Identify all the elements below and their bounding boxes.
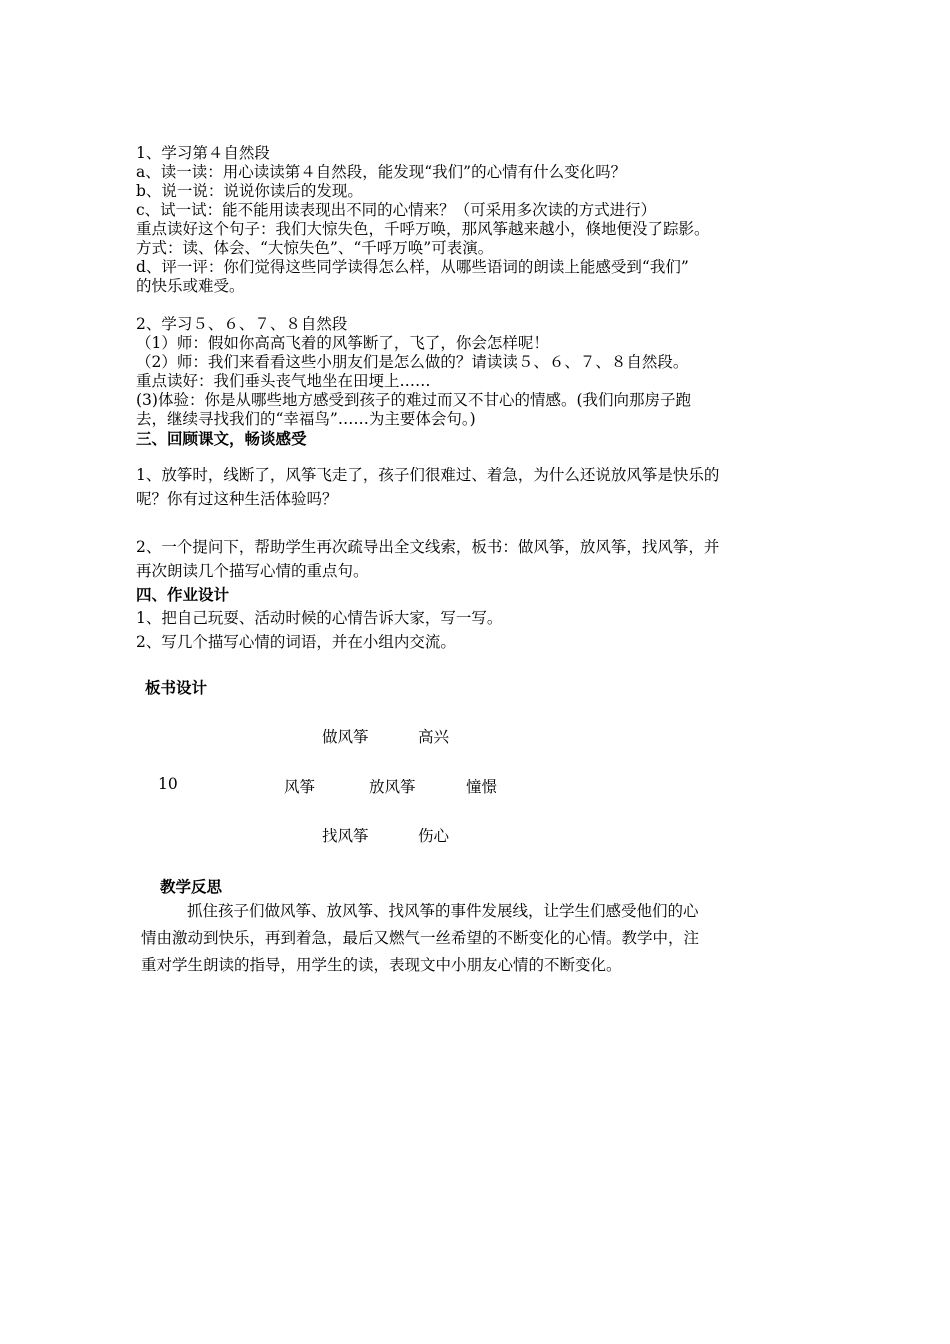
study-line: 重点读好这个句子：我们大惊失色，千呼万唤，那风筝越来越小，倏地便没了踪影。 <box>136 220 710 238</box>
review-question-line: 2、一个提问下，帮助学生再次疏导出全文线索，板书：做风筝，放风筝，找风筝，并 <box>136 538 720 556</box>
board-action: 做风筝 <box>322 728 369 746</box>
study-line: 方式：读、体会、“大惊失色”、“千呼万唤”可表演。 <box>136 239 494 257</box>
board-design-heading: 板书设计 <box>145 679 208 697</box>
study-line: （2）师：我们来看看这些小朋友们是怎么做的？请读读５、６、７、８自然段。 <box>136 353 689 371</box>
review-heading: 三、回顾课文，畅谈感受 <box>136 430 307 448</box>
board-action: 放风筝 <box>369 778 416 796</box>
reflection-line: 抓住孩子们做风筝、放风筝、找风筝的事件发展线，让学生们感受他们的心 <box>187 902 699 920</box>
homework-section <box>136 584 816 654</box>
study-line: 重点读好：我们垂头丧气地坐在田埂上…… <box>136 372 431 390</box>
reflection-paragraph <box>141 898 821 979</box>
board-feeling: 憧憬 <box>466 778 498 796</box>
homework-item: 2、写几个描写心情的词语，并在小组内交流。 <box>136 633 456 651</box>
study-line: b、说一说：说说你读后的发现。 <box>136 182 363 200</box>
study-line: c、试一试：能不能用读表现出不同的心情来？（可采用多次读的方式进行） <box>136 201 657 219</box>
study-line: （1）师：假如你高高飞着的风筝断了，飞了，你会怎样呢！ <box>136 334 549 352</box>
board-feeling: 伤心 <box>418 827 450 845</box>
review-question-line: 再次朗读几个描写心情的重点句。 <box>136 562 369 580</box>
study-line: (3)体验：你是从哪些地方感受到孩子的难过而又不甘心的情感。(我们向那房子跑 <box>136 391 692 409</box>
reflection-heading: 教学反思 <box>160 878 223 896</box>
study-line: 的快乐或难受。 <box>136 277 245 295</box>
board-lesson-number: 10 <box>158 775 178 793</box>
study-line: 1、学习第４自然段 <box>136 144 270 162</box>
board-feeling: 高兴 <box>418 728 450 746</box>
study-line: d、评一评：你们觉得这些同学读得怎么样，从哪些语词的朗读上能感受到“我们” <box>136 258 689 276</box>
homework-heading: 四、作业设计 <box>136 586 230 604</box>
board-action: 找风筝 <box>322 827 369 845</box>
review-section <box>136 430 816 583</box>
board-title: 风筝 <box>284 778 316 796</box>
review-question-line: 1、放筝时，线断了，风筝飞走了，孩子们很难过、着急，为什么还说放风筝是快乐的 <box>136 466 720 484</box>
study-line: a、读一读：用心读读第４自然段，能发现“我们”的心情有什么变化吗？ <box>136 163 627 181</box>
study-section <box>136 144 816 429</box>
homework-item: 1、把自己玩耍、活动时候的心情告诉大家，写一写。 <box>136 609 503 627</box>
reflection-line: 情由激动到快乐，再到着急，最后又燃气一丝希望的不断变化的心情。教学中，注 <box>141 929 700 947</box>
review-question-line: 呢？你有过这种生活体验吗？ <box>136 490 338 508</box>
reflection-line: 重对学生朗读的指导，用学生的读，表现文中小朋友心情的不断变化。 <box>141 956 622 974</box>
study-line: 去，继续寻找我们的“幸福鸟”……为主要体会句。) <box>136 410 476 428</box>
study-line: 2、学习５、６、７、８自然段 <box>136 315 348 333</box>
